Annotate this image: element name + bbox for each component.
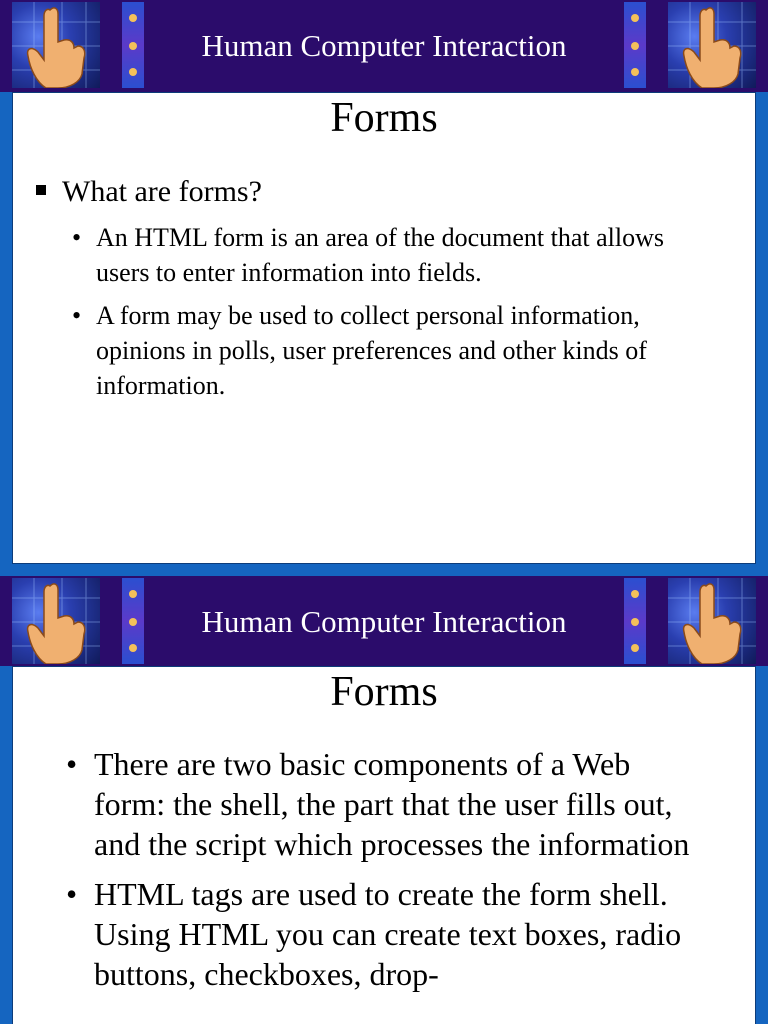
list-item [72,298,672,403]
slide-header [0,0,768,92]
bullet-text: A form may be used to collect personal information, opinions in polls, user preferences and other kinds of information. [96,301,647,400]
list-item [72,220,672,290]
slide-heading: Forms [330,669,438,715]
bullet-list [72,220,672,411]
pointing-hand-icon [668,578,756,664]
pointing-hand-icon [12,578,100,664]
list-item [66,744,706,864]
bullet-dot-icon: • [72,223,82,252]
square-bullet-icon [36,185,46,195]
bullet-list [66,744,706,1004]
decorative-strip-icon [122,2,144,88]
header-title: Human Computer Interaction [201,604,567,639]
slide-content [12,666,756,1024]
bullet-text: An HTML form is an area of the document that allows users to enter information into fields. [96,223,664,287]
level1-text: What are forms? [62,175,262,208]
bullet-text: There are two basic components of a Web form: the shell, the part that the user fills out, and the script which processes the information [94,746,690,862]
slide-header [0,576,768,666]
pointing-hand-icon [12,2,100,88]
slide-content [12,92,756,564]
decorative-strip-icon [624,2,646,88]
bullet-text: HTML tags are used to create the form shell. Using HTML you can create text boxes, radio buttons, checkboxes, drop- [94,876,682,992]
pointing-hand-icon [668,2,756,88]
slide-frame [0,92,768,576]
bullet-dot-icon: • [66,746,78,782]
decorative-strip-icon [624,578,646,664]
bullet-dot-icon: • [72,301,82,330]
decorative-strip-icon [122,578,144,664]
header-title: Human Computer Interaction [201,28,567,63]
slide-heading: Forms [330,95,438,141]
slide-2 [0,576,768,1024]
list-item [66,874,706,994]
level1-bullet [36,174,262,210]
slide-frame [0,666,768,1024]
bullet-dot-icon: • [66,876,78,912]
